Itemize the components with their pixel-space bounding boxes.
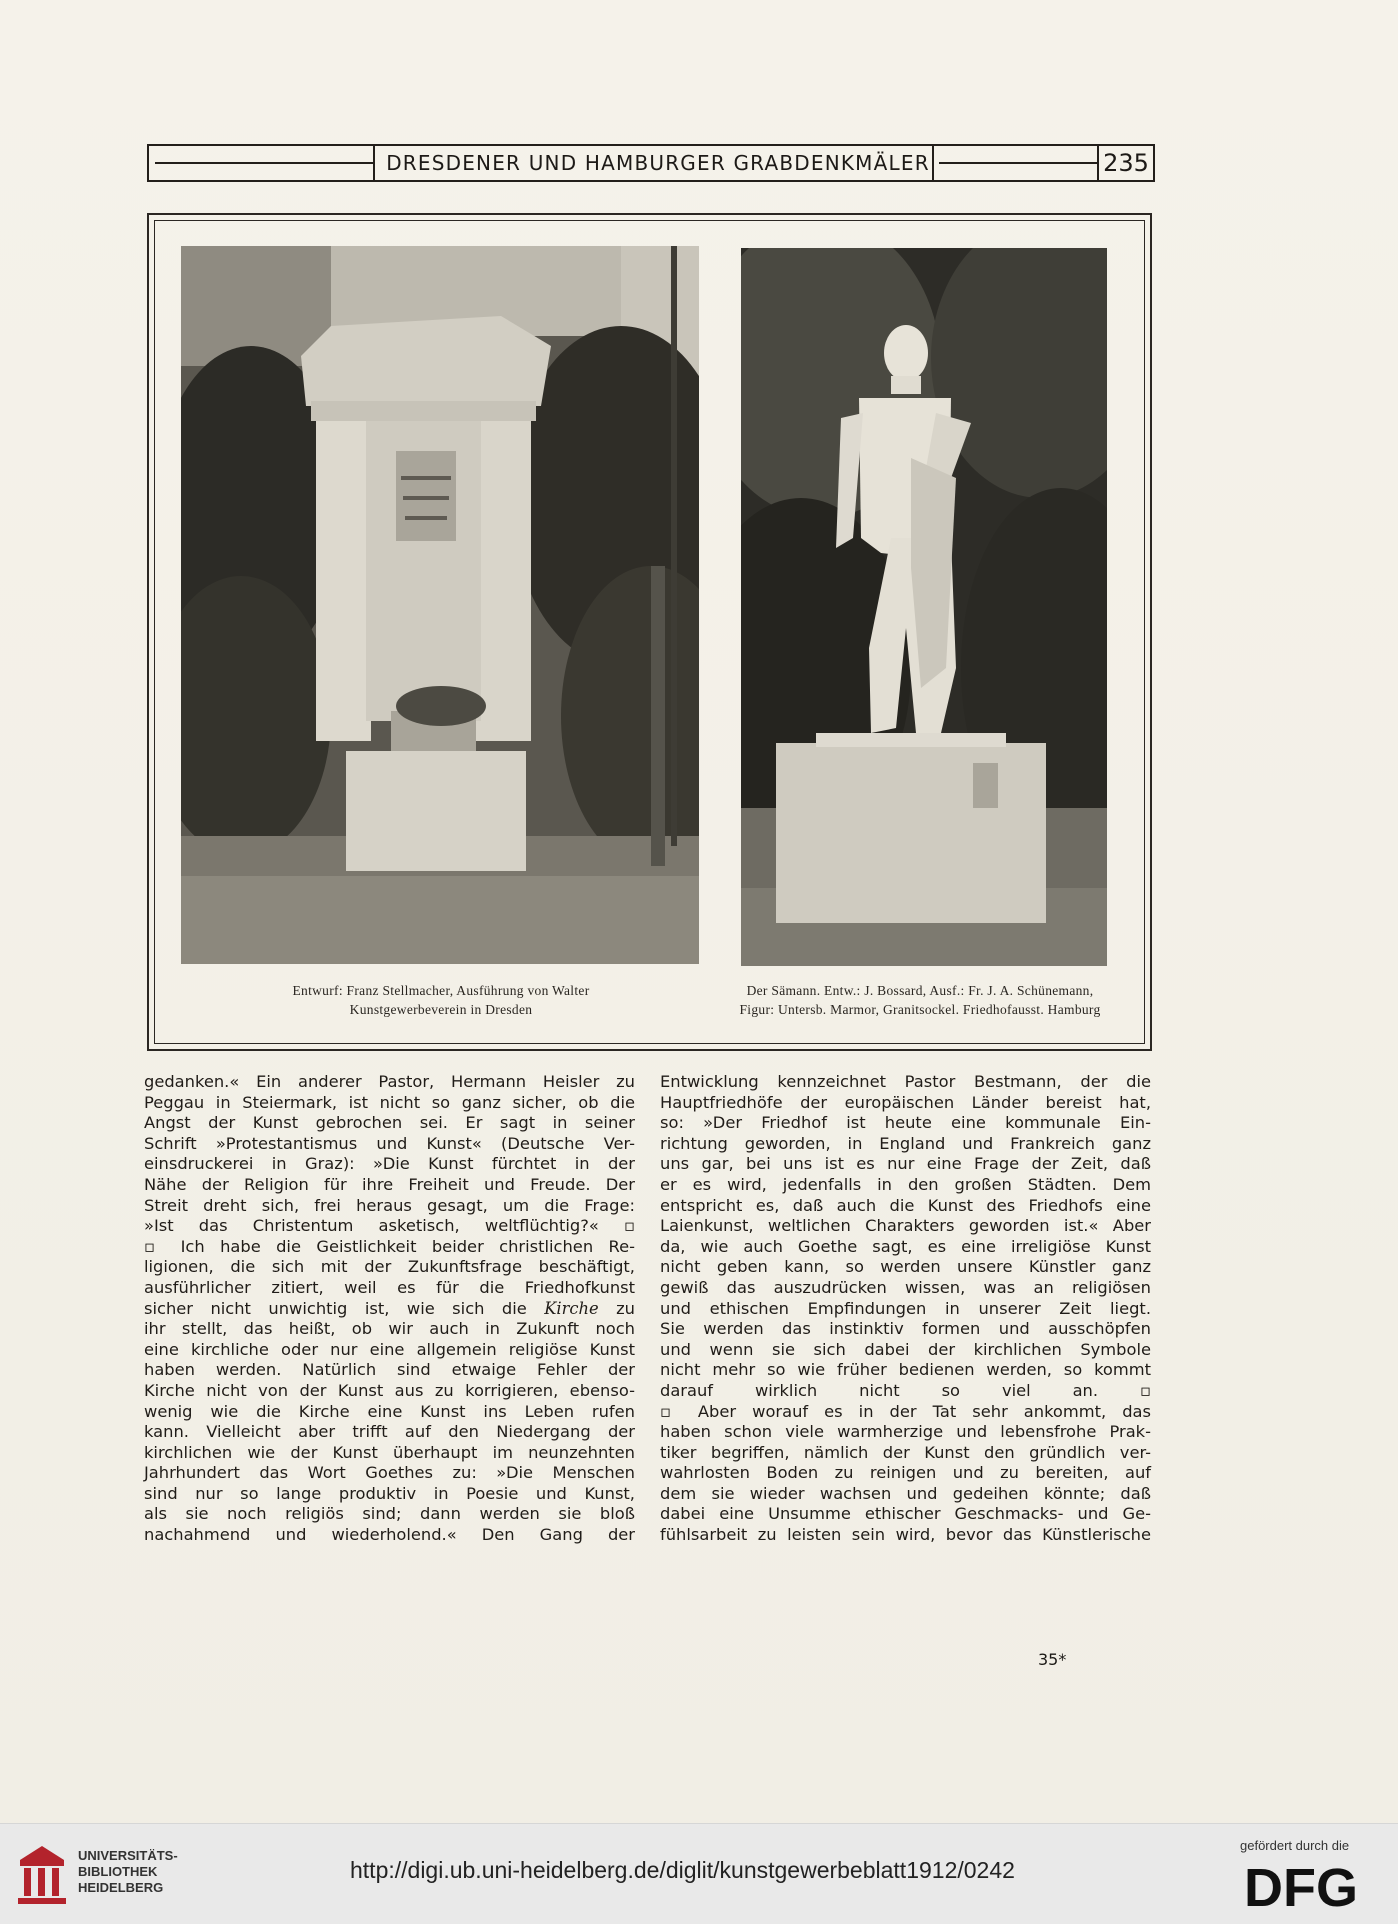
funding-note: gefördert durch die [1240,1838,1350,1853]
text-line: wenig wie die Kirche eine Kunst ins Leben rufen [144,1401,635,1421]
text-line: und ethischen Empfindungen in unserer Zeit liegt. [660,1298,1151,1318]
text-line: Entwicklung kennzeichnet Pastor Bestmann, der die [660,1072,1151,1091]
text-line: da, wie auch Goethe sagt, es eine irreligiöse Kunst [660,1236,1151,1256]
text-line: haben schon viele warmherzige und lebensfrohe Prak- [660,1422,1151,1442]
running-header [147,144,1155,182]
text-line: Sie werden das instinktiv formen und ausschöpfen [660,1319,1151,1339]
library-name-line: BIBLIOTHEK [78,1864,158,1879]
text-line: Laienkunst, weltlichen Charakters geworden ist.« Aber [660,1216,1151,1236]
text-line: und wenn sie sich dabei der kirchlichen Symbole [660,1339,1151,1359]
text-line: ihr stellt, das heißt, ob wir auch in Zukunft noch [144,1319,635,1339]
text-line: Hauptfriedhöfe der europäischen Länder bereist hat, [660,1092,1151,1112]
text-line: haben werden. Natürlich sind etwaige Fehler der [144,1360,635,1380]
caption-line: Entwurf: Franz Stellmacher, Ausführung von Walter [292,983,590,998]
page-number: 235 [1103,149,1149,177]
header-divider [373,146,375,180]
text-line: Schrift »Protestantismus und Kunst« (Deutsche Ver- [144,1133,635,1153]
emphasis: Kirche [544,1298,599,1318]
text-line: wahrlosten Boden zu reinigen und zu bereiten, auf [660,1463,1151,1483]
text-line: Streit dreht sich, frei heraus gesagt, um die Frage: [144,1195,635,1215]
left-photo-caption [180,981,702,1019]
text-line: eine kirchliche oder nur eine allgemein religiöse Kunst [144,1339,635,1359]
right-photo-caption [700,981,1140,1019]
text-line: kann. Vielleicht aber trifft auf den Niedergang der [144,1422,635,1442]
right-text-column [660,1072,1151,1546]
caption-line: Der Sämann. Entw.: J. Bossard, Ausf.: Fr. J. A. Schünemann, [746,983,1094,998]
text-line: uns gar, bei uns ist es nur eine Frage der Zeit, daß [660,1154,1151,1174]
gravestone-photo [181,246,699,964]
text-line: »Ist das Christentum asketisch, weltflüchtig?« ▫ [144,1216,635,1236]
text-line: fühlsarbeit zu leisten sein wird, bevor das Künstlerische [660,1525,1151,1545]
text-line: ligionen, die sich mit der Zukunftsfrage beschäftigt, [144,1257,635,1277]
text-line: kirchlichen wie der Kunst überhaupt im neunzehnten [144,1442,635,1462]
caption-line: Kunstgewerbeverein in Dresden [349,1002,533,1017]
text-line: ausführlicher zitiert, weil es für die Friedhofkunst [144,1277,635,1297]
text-line: darauf wirklich nicht so viel an. ▫ [660,1380,1151,1400]
sheet-signature: 35* [1038,1650,1067,1669]
text-line: Jahrhundert das Wort Goethes zu: »Die Menschen [144,1463,635,1483]
text-line: gedanken.« Ein anderer Pastor, Hermann Heisler zu [144,1072,635,1091]
text-line: sicher nicht unwichtig ist, wie sich die Kirche zu [144,1298,635,1318]
running-title: DRESDENER UND HAMBURGER GRABDENKMÄLER [386,151,930,175]
text-line: so: »Der Friedhof ist heute eine kommunale Ein- [660,1113,1151,1133]
library-name-line: HEIDELBERG [78,1880,164,1895]
text-line: Peggau in Steiermark, ist nicht so ganz sicher, ob die [144,1092,635,1112]
text-line: als sie noch religiös sind; dann werden sie bloß [144,1504,635,1524]
text-line: Angst der Kunst gebrochen sei. Er sagt in seiner [144,1113,635,1133]
permalink-url[interactable]: http://digi.ub.uni-heidelberg.de/diglit/kunstgewerbeblatt1912/0242 [350,1857,1015,1883]
header-divider [1097,146,1099,180]
text-line: Nähe der Religion für ihre Freiheit und Freude. Der [144,1174,635,1194]
text-line: ▫ Aber worauf es in der Tat sehr ankommt, das [660,1401,1151,1421]
text-line: Kirche nicht von der Kunst aus zu korrigieren, ebenso- [144,1380,635,1400]
text-line: tiker begriffen, nämlich der Kunst den gründlich ver- [660,1442,1151,1462]
text-line: dem sie wieder wachsen und gedeihen könnte; daß [660,1483,1151,1503]
text-line: nicht geben kann, so werden unsere Künstler ganz [660,1257,1151,1277]
library-name-line: UNIVERSITÄTS- [78,1848,178,1863]
dfg-logo-text: DFG [1244,1862,1358,1910]
text-line: gewiß das auszudrücken wissen, was an religiösen [660,1277,1151,1297]
statue-photo [741,248,1107,966]
header-divider [932,146,934,180]
dfg-logo-icon [1244,1862,1380,1910]
text-line: nachahmend und wiederholend.« Den Gang der [144,1525,635,1545]
text-line: einsdruckerei in Graz): »Die Kunst fürchtet in der [144,1154,635,1174]
text-line: richtung geworden, in England und Frankreich ganz [660,1133,1151,1153]
text-line: sind nur so lange produktiv in Poesie und Kunst, [144,1483,635,1503]
text-line: ▫ Ich habe die Geistlichkeit beider christlichen Re- [144,1236,635,1256]
text-line: nicht mehr so wie früher bedienen werden, so kommt [660,1360,1151,1380]
caption-line: Figur: Untersb. Marmor, Granitsockel. Friedhofausst. Hamburg [739,1002,1101,1017]
university-library-logo-icon [14,1840,70,1906]
text-line: er es wird, jedenfalls in den großen Städten. Dem [660,1174,1151,1194]
text-line: dabei eine Unsumme ethischer Geschmacks- und Ge- [660,1504,1151,1524]
text-line: entspricht es, daß auch die Kunst des Friedhofs eine [660,1195,1151,1215]
digitization-footer [0,1823,1398,1924]
header-rule-right [939,162,1099,164]
left-text-column [144,1072,635,1546]
library-name [78,1848,178,1896]
header-rule-left [155,162,373,164]
